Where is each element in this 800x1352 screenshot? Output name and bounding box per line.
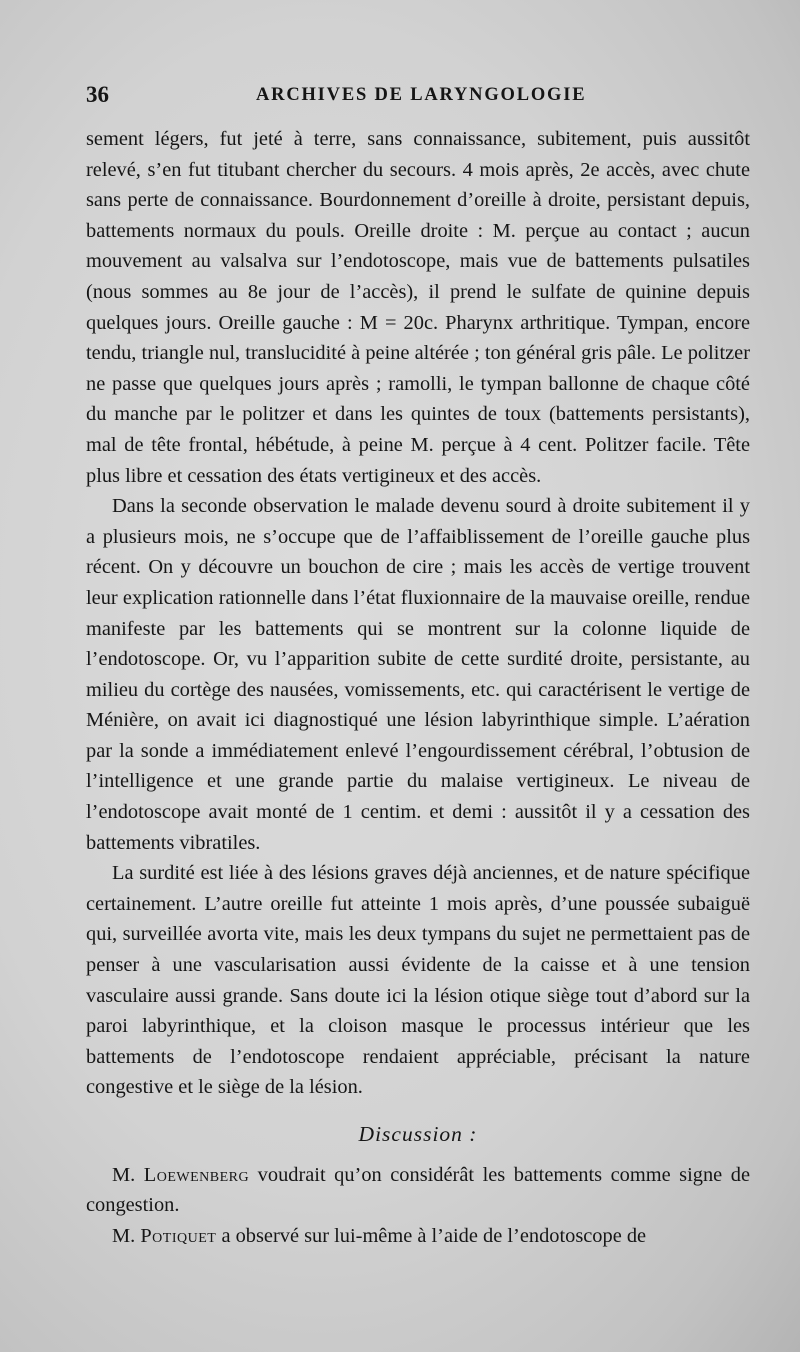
speaker-prefix: M. bbox=[112, 1224, 136, 1247]
discussion-entry bbox=[86, 1160, 750, 1221]
discussion-entry bbox=[86, 1221, 750, 1252]
page-header bbox=[86, 82, 750, 112]
speaker-name: Potiquet bbox=[140, 1224, 217, 1247]
page-number: 36 bbox=[86, 82, 109, 107]
running-head: ARCHIVES DE LARYNGOLOGIE bbox=[256, 85, 587, 105]
discussion-heading: Discussion : bbox=[358, 1122, 478, 1146]
speaker-name: Loewenberg bbox=[143, 1163, 250, 1186]
body-text bbox=[86, 124, 750, 1251]
paragraph: sement légers, fut jeté à terre, sans connaissance, subitement, puis aussitôt relevé, s’en fut titubant chercher du secours. 4 mois après, 2e accès, avec chute sans perte de connaissance. Bourdonnement d’oreille à droite, persistant depuis, battements normaux du pouls. Oreille droite : M. perçue au contact ; aucun mouvement au valsalva sur l’endotoscope, mais vue de battements pulsatiles (nous sommes au 8e jour de l’accès), il prend le sulfate de quinine depuis quelques jours. Oreille gauche : M = 20c. Pharynx arthritique. Tympan, encore tendu, triangle nul, translucidité à peine altérée ; ton général gris pâle. Le politzer ne passe que quelques jours après ; ramolli, le tympan ballonne de chaque côté du manche par le politzer et dans les quintes de toux (battements persistants), mal de tête frontal, hébétude, à peine M. perçue à 4 cent. Politzer facile. Tête plus libre et cessation des états vertigineux et des accès. bbox=[86, 128, 750, 487]
discussion-text: voudrait qu’on considérât les battements comme signe de congestion. bbox=[86, 1163, 750, 1217]
speaker-prefix: M. bbox=[112, 1163, 136, 1186]
paragraph: Dans la seconde observation le malade devenu sourd à droite subitement il y a plusieurs mois, ne s’occupe que de l’affaiblissement de l’oreille gauche plus récent. On y découvre un bouchon de cire ; mais les accès de vertige trouvent leur explication rationnelle dans l’état fluxionnaire de la mauvaise oreille, rendue manifeste par les battements qui se montrent sur la colonne liquide de l’endotoscope. Or, vu l’apparition subite de cette surdité droite, persistante, au milieu du cortège des nausées, vomissements, etc. qui caractérisent le vertige de Ménière, on avait ici diagnostiqué une lésion labyrinthique simple. L’aération par la sonde a immédiatement enlevé l’engourdissement cérébral, l’obtusion de l’intelligence et une grande partie du malaise vertigineux. Le niveau de l’endotoscope avait monté de 1 centim. et demi : aussitôt il y a cessation des battements vibratiles. bbox=[86, 495, 750, 854]
discussion-text: a observé sur lui-même à l’aide de l’endotoscope de bbox=[221, 1224, 647, 1247]
paragraph: La surdité est liée à des lésions graves déjà anciennes, et de nature spécifique certainement. L’autre oreille fut atteinte 1 mois après, d’une poussée subaiguë qui, surveillée avorta vite, mais les deux tympans du sujet ne permettaient pas de penser à une vascularisation aussi évidente de la caisse et à une tension vasculaire aussi grande. Sans doute ici la lésion otique siège tout d’abord sur la paroi labyrinthique, et la cloison masque le processus intérieur que les battements de l’endotoscope rendaient appréciable, précisant la nature congestive et le siège de la lésion. bbox=[86, 862, 750, 1099]
